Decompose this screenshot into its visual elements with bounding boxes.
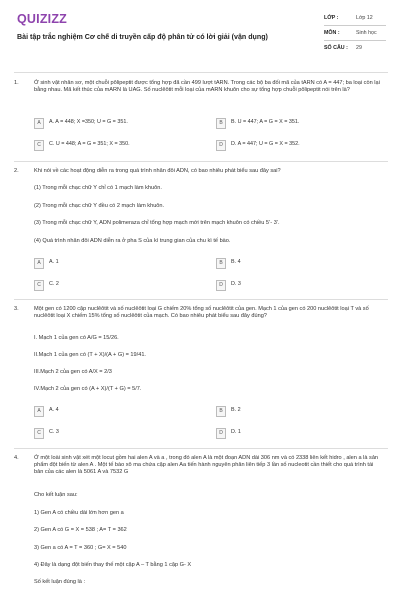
option-b[interactable]: [216, 117, 386, 129]
option-a[interactable]: [34, 117, 204, 129]
option-c[interactable]: [34, 139, 204, 151]
statement-1: I. Mạch 1 của gen có A/G = 15/26.: [34, 335, 119, 341]
question-divider: [14, 299, 388, 300]
option-letter: A: [34, 258, 44, 269]
meta-class-row: [324, 10, 386, 25]
worksheet-meta: [324, 10, 386, 55]
meta-divider: [324, 25, 386, 26]
meta-count-label: SỐ CÂU :: [324, 44, 348, 51]
option-c[interactable]: [34, 279, 204, 291]
option-text: D. 3: [231, 281, 241, 288]
question-text: Khi nói về các hoạt động diễn ra trong quá trình nhân đôi ADN, có bao nhiêu phát biểu sau đây sai?: [34, 168, 281, 174]
option-letter: C: [34, 280, 44, 291]
statement-prompt: Số kết luận đúng là :: [34, 579, 86, 585]
meta-subject-value: Sinh học: [356, 29, 377, 36]
option-text: A. 1: [49, 259, 59, 266]
option-letter: D: [216, 428, 226, 439]
question-number: 3.: [14, 306, 19, 312]
statement-3: III.Mạch 2 của gen có A/X = 2/3: [34, 369, 112, 375]
option-d[interactable]: [216, 139, 386, 151]
statement-intro: Cho kết luận sau:: [34, 492, 78, 498]
option-text: C. 2: [49, 281, 59, 288]
option-text: D. A = 447; U = G = X = 352.: [231, 141, 300, 148]
meta-class-value: Lớp 12: [356, 14, 373, 21]
option-a[interactable]: [34, 257, 204, 269]
statement-4: (4) Quá trình nhân đôi ADN diễn ra ở pha S của kì trung gian của chu kì tế bào.: [34, 238, 231, 244]
option-b[interactable]: [216, 405, 386, 417]
option-text: B. 2: [231, 407, 241, 414]
option-letter: A: [34, 118, 44, 129]
option-letter: B: [216, 406, 226, 417]
meta-subject-row: [324, 25, 386, 40]
option-b[interactable]: [216, 257, 386, 269]
option-c[interactable]: [34, 427, 204, 439]
meta-count-value: 29: [356, 44, 362, 51]
option-letter: C: [34, 140, 44, 151]
quizizz-logo: QUIZIZZ: [17, 12, 68, 26]
option-letter: C: [34, 428, 44, 439]
meta-class-label: LỚP :: [324, 14, 339, 21]
question-divider: [14, 161, 388, 162]
question-text: Ở sinh vật nhân sơ, một chuỗi pôlipeptit được tổng hợp đã cần 499 lượt tARN. Trong các bộ ba đối mã của tARN có A = 447; ba loại còn lại bằng nhau. Mã kết thúc của mARN là UAG. Số nuclêôtit mỗi loại của mARN khuôn cho sự tổng hợp chuỗi pôlipeptit nói trên là?: [34, 80, 380, 94]
option-text: C. U = 448; A = G = 351; X = 350.: [49, 141, 130, 148]
option-text: D. 1: [231, 429, 241, 436]
meta-count-row: [324, 40, 386, 55]
question-divider: [14, 448, 388, 449]
question-2: [14, 168, 388, 298]
statement-1: (1) Trong mỗi chạc chữ Y chỉ có 1 mạch làm khuôn.: [34, 185, 162, 191]
statement-4: IV.Mạch 2 của gen có (A + X)/(T + G) = 5/7.: [34, 386, 142, 392]
option-d[interactable]: [216, 279, 386, 291]
option-letter: D: [216, 280, 226, 291]
statement-3: 3) Gen a có A = T = 360 ; G= X = 540: [34, 545, 127, 551]
statement-4: 4) Đây là dạng đột biến thay thế một cặp A – T bằng 1 cặp G- X: [34, 562, 192, 568]
question-1: [14, 80, 388, 160]
option-text: B. U = 447; A = G = X = 351.: [231, 119, 300, 126]
option-text: B. 4: [231, 259, 241, 266]
question-number: 2.: [14, 168, 19, 174]
meta-subject-label: MÔN :: [324, 29, 340, 36]
question-text: Một gen có 1200 cặp nuclêôtit và số nuclêôtit loại G chiếm 20% tổng số nuclêôtit của gen. Mạch 1 của gen có 200 nuclêôtit loại T và số nuclêôtit loại X chiếm 15% tổng số nuclêôtit của mạch. Có bao nhiêu phát biểu sau đây đúng?: [34, 306, 369, 320]
statement-2: II.Mạch 1 của gen có (T + X)/(A + G) = 19/41.: [34, 352, 146, 358]
meta-divider: [324, 40, 386, 41]
worksheet-header: [0, 0, 400, 72]
question-3: [14, 306, 388, 446]
statement-2: 2) Gen A có G = X = 538 ; A= T = 362: [34, 527, 127, 533]
option-letter: A: [34, 406, 44, 417]
option-a[interactable]: [34, 405, 204, 417]
option-text: A. 4: [49, 407, 59, 414]
worksheet-title: Bài tập trắc nghiệm Cơ chế di truyền cấp độ phân tử có lời giải (vận dụng): [17, 33, 268, 41]
question-4: [14, 455, 388, 595]
option-text: C. 3: [49, 429, 59, 436]
header-divider: [14, 72, 388, 73]
option-letter: B: [216, 118, 226, 129]
option-text: A. A = 448; X =350; U = G = 351.: [49, 119, 128, 126]
statement-3: (3) Trong mỗi chạc chữ Y, ADN polimeraza chỉ tổng hợp mạch mới trên mạch khuôn có chiều 5’- 3’.: [34, 220, 280, 226]
statement-1: 1) Gen A có chiều dài lớn hơn gen a: [34, 510, 124, 516]
question-number: 1.: [14, 80, 19, 86]
question-number: 4.: [14, 455, 19, 461]
statement-2: (2) Trong mỗi chạc chữ Y đều có 2 mạch làm khuôn.: [34, 203, 165, 209]
option-letter: D: [216, 140, 226, 151]
option-d[interactable]: [216, 427, 386, 439]
question-text: Ở một loài sinh vật xét một locut gồm hai alen A và a , trong đó alen A là một đoạn ADN dài 306 nm và có 2338 liên kết hidro , alen a là sản phẩm đột biến từ alen A . Một tế bào xô ma chứa cặp alen Aa tiến hành nguyên phân liên tiếp 3 lần số nucleotit cần thiết cho quá trình tái bản của các alen là 5061 A và 7532 G: [34, 455, 379, 476]
option-letter: B: [216, 258, 226, 269]
